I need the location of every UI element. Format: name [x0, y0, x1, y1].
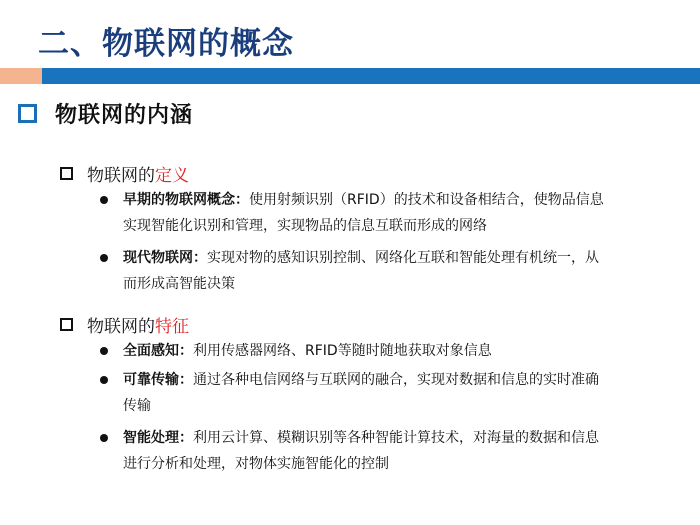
item-text: 通过各种电信网络与互联网的融合，实现对数据和信息的实时准确传输 — [123, 372, 599, 414]
list-item — [100, 367, 610, 419]
square-bullet-icon — [60, 167, 73, 180]
square-bullet-icon — [18, 104, 37, 123]
item-text: 利用传感器网络、RFID等随时随地获取对象信息 — [193, 343, 492, 359]
item-text: 利用云计算、模糊识别等各种智能计算技术，对海量的数据和信息进行分析和处理，对物体实施智能化的控制 — [123, 430, 599, 472]
bullet-dot-icon — [100, 376, 108, 384]
slide-title: 二、物联网的概念 — [38, 26, 294, 62]
item-label: 现代物联网： — [123, 250, 207, 266]
item-text: 使用射频识别（RFID）的技术和设备相结合，使物品信息实现智能化识别和管理，实现物品的信息互联而形成的网络 — [123, 192, 604, 234]
bullet-dot-icon — [100, 434, 108, 442]
features-heading — [60, 312, 189, 337]
header-accent-bar — [0, 68, 42, 84]
item-label: 智能处理： — [123, 430, 193, 446]
square-bullet-icon — [60, 318, 73, 331]
features-heading-text: 物联网的特征 — [87, 317, 189, 337]
section-heading — [18, 98, 193, 129]
header-divider-bar — [42, 68, 700, 84]
bullet-dot-icon — [100, 196, 108, 204]
list-item — [100, 187, 610, 239]
bullet-dot-icon — [100, 254, 108, 262]
item-label: 早期的物联网概念： — [123, 192, 249, 208]
list-item — [100, 245, 610, 297]
item-label: 可靠传输： — [123, 372, 193, 388]
section-title: 物联网的内涵 — [55, 103, 194, 128]
definition-heading-text: 物联网的定义 — [87, 166, 189, 186]
definition-heading — [60, 161, 189, 186]
list-item — [100, 425, 610, 477]
bullet-dot-icon — [100, 347, 108, 355]
item-text: 实现对物的感知识别控制、网络化互联和智能处理有机统一，从而形成高智能决策 — [123, 250, 599, 292]
list-item — [100, 338, 610, 364]
item-label: 全面感知： — [123, 343, 193, 359]
